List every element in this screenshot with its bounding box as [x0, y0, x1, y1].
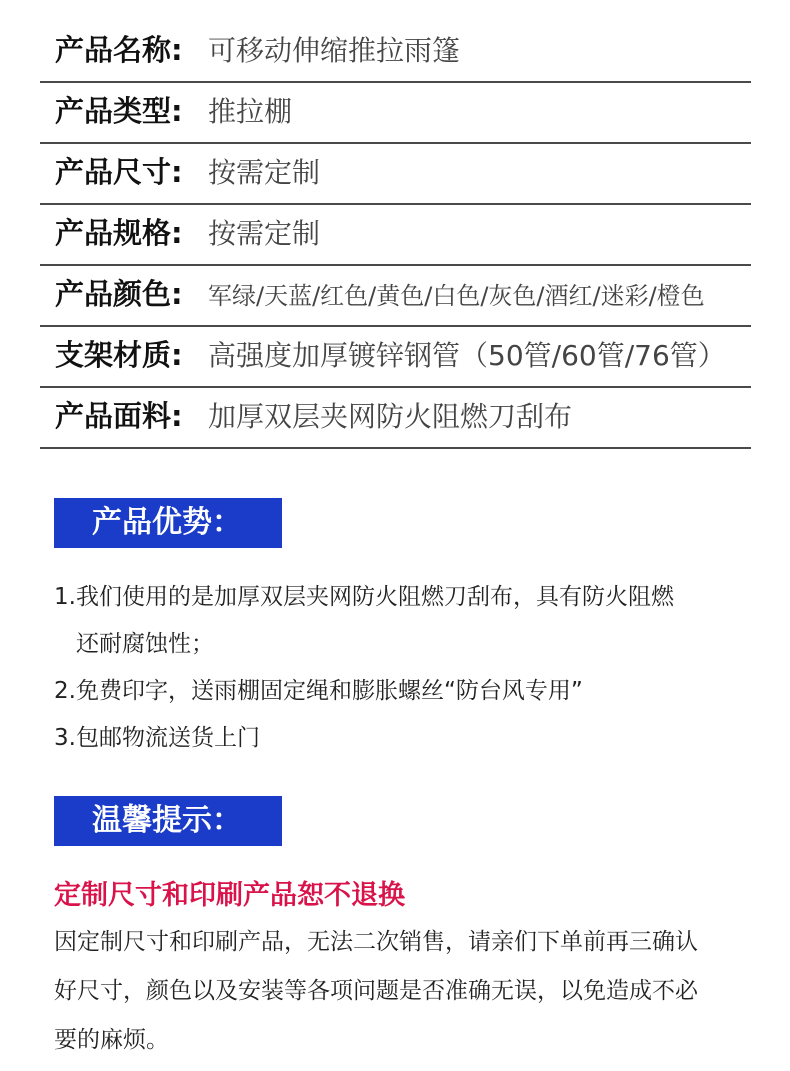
spec-label: 产品颜色: [55, 277, 183, 311]
spec-label: 产品规格: [55, 216, 183, 250]
spec-row-name [40, 22, 751, 83]
list-item: 1.我们使用的是加厚双层夹网防火阻燃刀刮布，具有防火阻燃 [54, 584, 674, 610]
advantages-list [54, 577, 754, 765]
spec-row-spec [40, 205, 751, 266]
spec-label: 产品名称: [55, 33, 183, 67]
spec-table [40, 22, 751, 449]
notice-line: 因定制尺寸和印刷产品，无法二次销售，请亲们下单前再三确认 [54, 929, 698, 955]
spec-value: 按需定制 [208, 217, 321, 250]
list-item: 还耐腐蚀性； [76, 631, 214, 657]
spec-value: 加厚双层夹网防火阻燃刀刮布 [208, 400, 573, 433]
spec-label: 产品尺寸: [55, 155, 183, 189]
spec-label: 产品类型: [55, 94, 183, 128]
notice-header: 温馨提示： [54, 796, 282, 846]
list-item: 3.包邮物流送货上门 [54, 725, 260, 751]
spec-value: 按需定制 [208, 156, 321, 189]
spec-label: 产品面料: [55, 399, 183, 433]
spec-value: 可移动伸缩推拉雨篷 [208, 34, 461, 67]
spec-row-type [40, 83, 751, 144]
notice-line: 好尺寸，颜色以及安装等各项问题是否准确无误，以免造成不必 [54, 978, 698, 1004]
list-item: 2.免费印字，送雨棚固定绳和膨胀螺丝“防台风专用” [54, 678, 583, 704]
spec-value: 军绿/天蓝/红色/黄色/白色/灰色/酒红/迷彩/橙色 [208, 282, 705, 310]
notice-line: 要的麻烦。 [54, 1027, 169, 1053]
spec-row-frame-material [40, 327, 751, 388]
spec-label: 支架材质: [55, 338, 183, 372]
spec-row-fabric [40, 388, 751, 449]
spec-value: 推拉棚 [208, 95, 293, 128]
spec-row-color [40, 266, 751, 327]
notice-body [54, 922, 764, 1069]
spec-row-size [40, 144, 751, 205]
spec-value: 高强度加厚镀锌钢管（50管/60管/76管） [208, 339, 726, 372]
notice-title: 定制尺寸和印刷产品恕不退换 [54, 880, 405, 911]
advantages-header: 产品优势： [54, 498, 282, 548]
